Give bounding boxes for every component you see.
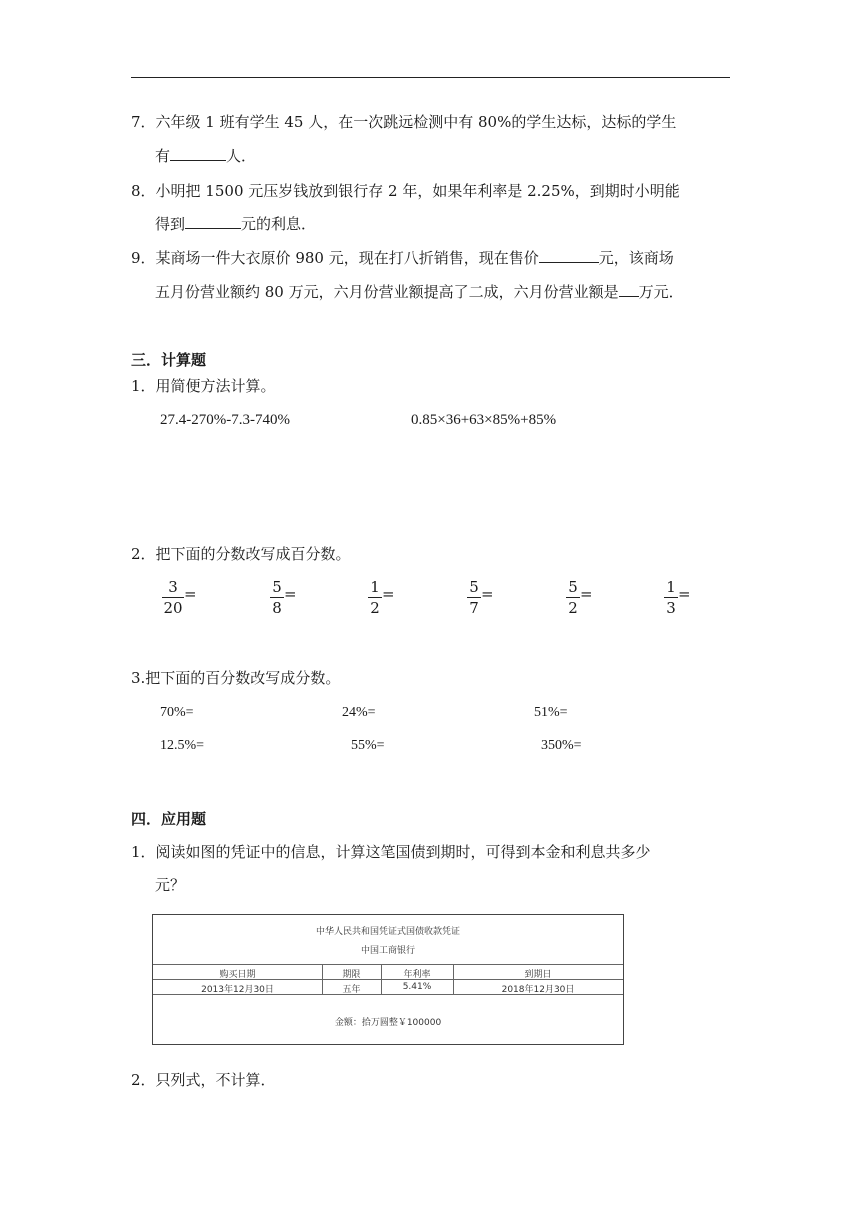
equals-sign: = <box>678 585 691 603</box>
fraction-5 <box>566 578 593 617</box>
voucher-bank: 中国工商银行 <box>360 946 415 956</box>
q8-prefix: 得到 <box>155 215 186 233</box>
percent-item: 51%= <box>534 705 568 720</box>
fraction-4 <box>467 578 494 617</box>
percent-item: 55%= <box>351 738 385 753</box>
q7-prefix: 有 <box>155 147 171 165</box>
q7-line1: 7．六年级 1 班有学生 45 人，在一次跳远检测中有 80%的学生达标，达标的学生 <box>131 113 677 131</box>
voucher-amount: 金额：拾万圆整￥100000 <box>334 1018 442 1028</box>
s3-q1-expr2: 0.85×36+63×85%+85% <box>411 412 557 428</box>
q9-revenue-blank[interactable] <box>619 282 639 297</box>
percent-item: 24%= <box>342 705 376 720</box>
voucher-maturity-date: 2018年12月30日 <box>501 985 575 995</box>
fraction-numerator: 1 <box>666 578 676 596</box>
percent-item: 350%= <box>541 738 582 753</box>
percent-item: 12.5%= <box>160 738 205 753</box>
fraction-numerator: 5 <box>272 578 282 596</box>
s4-q1-line1: 1．阅读如图的凭证中的信息，计算这笔国债到期时，可得到本金和利息共多少 <box>131 843 651 861</box>
fraction-denominator: 3 <box>666 599 676 617</box>
equals-sign: = <box>284 585 297 603</box>
fraction-bar <box>467 597 481 598</box>
equals-sign: = <box>184 585 197 603</box>
q9-line1-prefix: 9．某商场一件大衣原价 980 元，现在打八折销售，现在售价 <box>131 249 539 267</box>
fraction-denominator: 20 <box>163 599 183 617</box>
voucher-header-purchase-date: 购买日期 <box>219 970 256 980</box>
fraction-numerator: 5 <box>469 578 479 596</box>
s4-q1-line2: 元？ <box>155 876 186 894</box>
q9-line2 <box>155 282 684 302</box>
voucher-header-maturity: 到期日 <box>524 970 552 980</box>
fraction-numerator: 5 <box>568 578 578 596</box>
voucher-term: 五年 <box>342 985 361 995</box>
fraction-numerator: 1 <box>370 578 380 596</box>
fraction-denominator: 7 <box>469 599 479 617</box>
fraction-denominator: 8 <box>272 599 282 617</box>
q8-suffix: 元的利息． <box>241 215 317 233</box>
fraction-3 <box>368 578 395 617</box>
header-rule <box>131 77 730 78</box>
equals-sign: = <box>382 585 395 603</box>
q9-line2-prefix: 五月份营业额约 80 万元，六月份营业额提高了二成，六月份营业额是 <box>155 283 619 301</box>
voucher-title: 中华人民共和国凭证式国债收款凭证 <box>315 927 460 937</box>
section4-title: 四．应用题 <box>131 810 207 828</box>
s3-q1-title: 1．用简便方法计算。 <box>131 377 276 395</box>
q8-line2 <box>155 214 316 234</box>
q9-line1 <box>131 248 674 268</box>
s3-q3-title: 3.把下面的百分数改写成分数。 <box>131 669 341 687</box>
fraction-2 <box>270 578 297 617</box>
section3-title: 三．计算题 <box>131 351 207 369</box>
equals-sign: = <box>481 585 494 603</box>
q9-line2-suffix: 万元． <box>638 283 684 301</box>
bond-voucher <box>152 914 624 1045</box>
q8-line1: 8．小明把 1500 元压岁钱放到银行存 2 年，如果年利率是 2.25%，到期时小明能 <box>131 182 680 200</box>
voucher-purchase-date: 2013年12月30日 <box>201 985 274 995</box>
q8-answer-blank[interactable] <box>185 214 241 229</box>
fraction-bar <box>368 597 382 598</box>
fraction-bar <box>664 597 678 598</box>
s3-q1-expr1: 27.4-270%-7.3-740% <box>160 412 290 428</box>
s4-q2: 2．只列式，不计算． <box>131 1071 276 1089</box>
equals-sign: = <box>580 585 593 603</box>
q7-line2 <box>155 146 256 166</box>
fraction-denominator: 2 <box>370 599 380 617</box>
fraction-bar <box>162 597 184 598</box>
q7-suffix: 人． <box>226 147 257 165</box>
voucher-header-term: 期限 <box>342 970 361 980</box>
fraction-bar <box>270 597 284 598</box>
percent-item: 70%= <box>160 705 194 720</box>
q7-answer-blank[interactable] <box>170 146 226 161</box>
fraction-6 <box>664 578 691 617</box>
s3-q2-title: 2．把下面的分数改写成百分数。 <box>131 545 351 563</box>
voucher-divider <box>153 964 623 965</box>
voucher-header-rate: 年利率 <box>403 970 431 980</box>
fraction-denominator: 2 <box>568 599 578 617</box>
voucher-rate: 5.41% <box>402 982 432 992</box>
q9-line1-suffix: 元，该商场 <box>598 249 674 267</box>
q9-price-blank[interactable] <box>539 248 599 263</box>
fraction-bar <box>566 597 580 598</box>
fraction-numerator: 3 <box>168 578 178 596</box>
fraction-1 <box>162 578 197 617</box>
